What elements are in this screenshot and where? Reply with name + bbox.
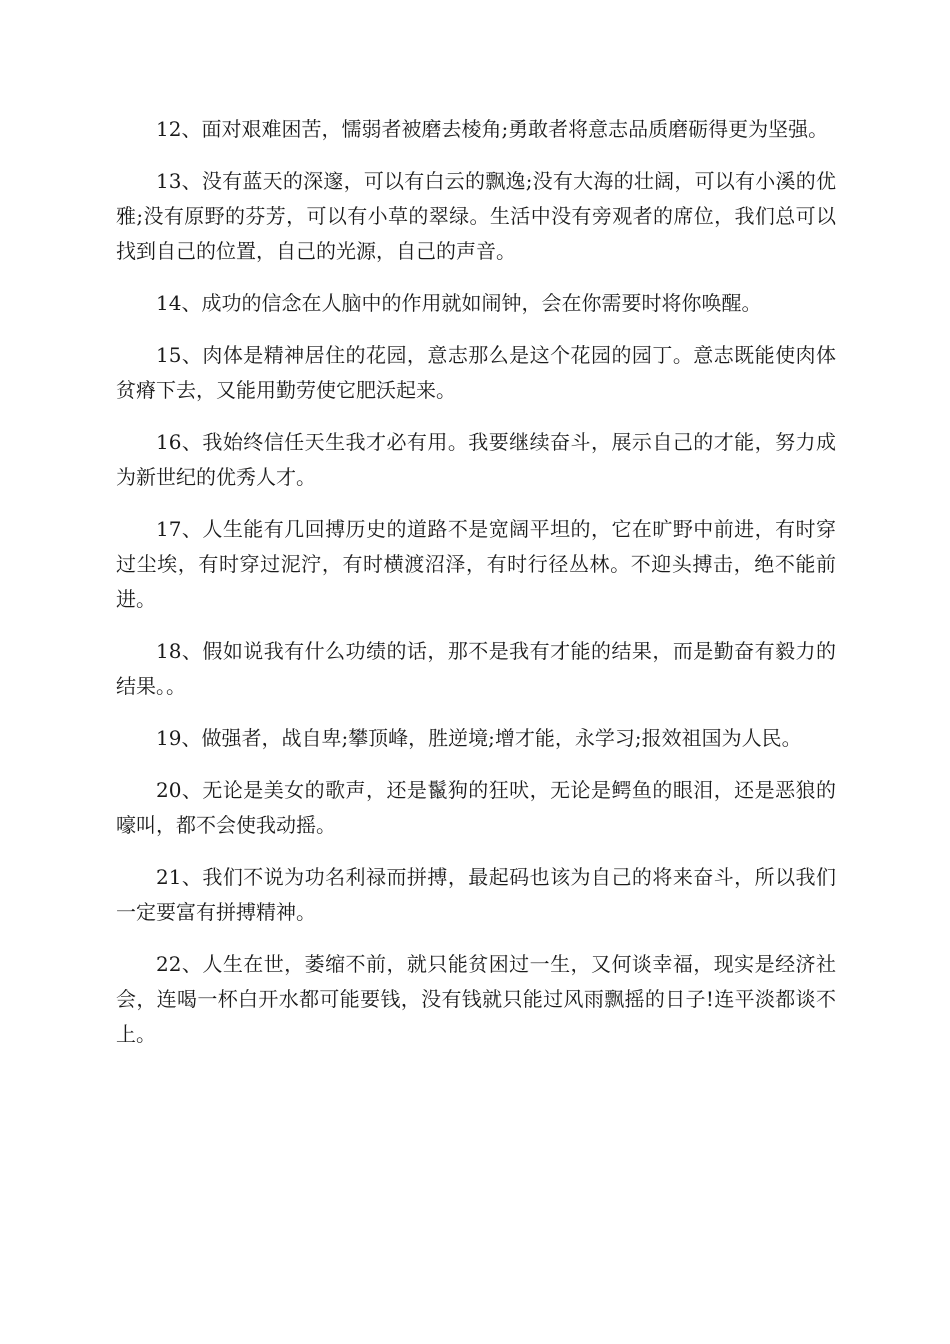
paragraph-17: 17、人生能有几回搏历史的道路不是宽阔平坦的，它在旷野中前进，有时穿过尘埃，有时穿过泥泞，有时横渡沼泽，有时行径丛林。不迎头搏击，绝不能前进。 — [116, 517, 836, 611]
paragraph-20: 20、无论是美女的歌声，还是鬣狗的狂吠，无论是鳄鱼的眼泪，还是恶狼的嚎叫，都不会使我动摇。 — [116, 778, 836, 837]
document-body — [116, 112, 836, 1069]
paragraph-13: 13、没有蓝天的深邃，可以有白云的飘逸;没有大海的壮阔，可以有小溪的优雅;没有原野的芬芳，可以有小草的翠绿。生活中没有旁观者的席位，我们总可以找到自己的位置，自己的光源，自己的声音。 — [116, 169, 836, 263]
paragraph-12: 12、面对艰难困苦，懦弱者被磨去棱角;勇敢者将意志品质磨砺得更为坚强。 — [156, 117, 829, 141]
paragraph-16: 16、我始终信任天生我才必有用。我要继续奋斗，展示自己的才能，努力成为新世纪的优秀人才。 — [116, 430, 836, 489]
paragraph-18: 18、假如说我有什么功绩的话，那不是我有才能的结果，而是勤奋有毅力的结果。。 — [116, 639, 836, 698]
paragraph-14: 14、成功的信念在人脑中的作用就如闹钟，会在你需要时将你唤醒。 — [156, 291, 762, 315]
paragraph-21: 21、我们不说为功名利禄而拼搏，最起码也该为自己的将来奋斗，所以我们一定要富有拼搏精神。 — [116, 865, 836, 924]
paragraph-22: 22、人生在世，萎缩不前，就只能贫困过一生，又何谈幸福，现实是经济社会，连喝一杯白开水都可能要钱，没有钱就只能过风雨飘摇的日子!连平淡都谈不上。 — [116, 952, 836, 1046]
paragraph-15: 15、肉体是精神居住的花园，意志那么是这个花园的园丁。意志既能使肉体贫瘠下去，又能用勤劳使它肥沃起来。 — [116, 343, 836, 402]
paragraph-19: 19、做强者，战自卑;攀顶峰，胜逆境;增才能，永学习;报效祖国为人民。 — [156, 726, 802, 750]
